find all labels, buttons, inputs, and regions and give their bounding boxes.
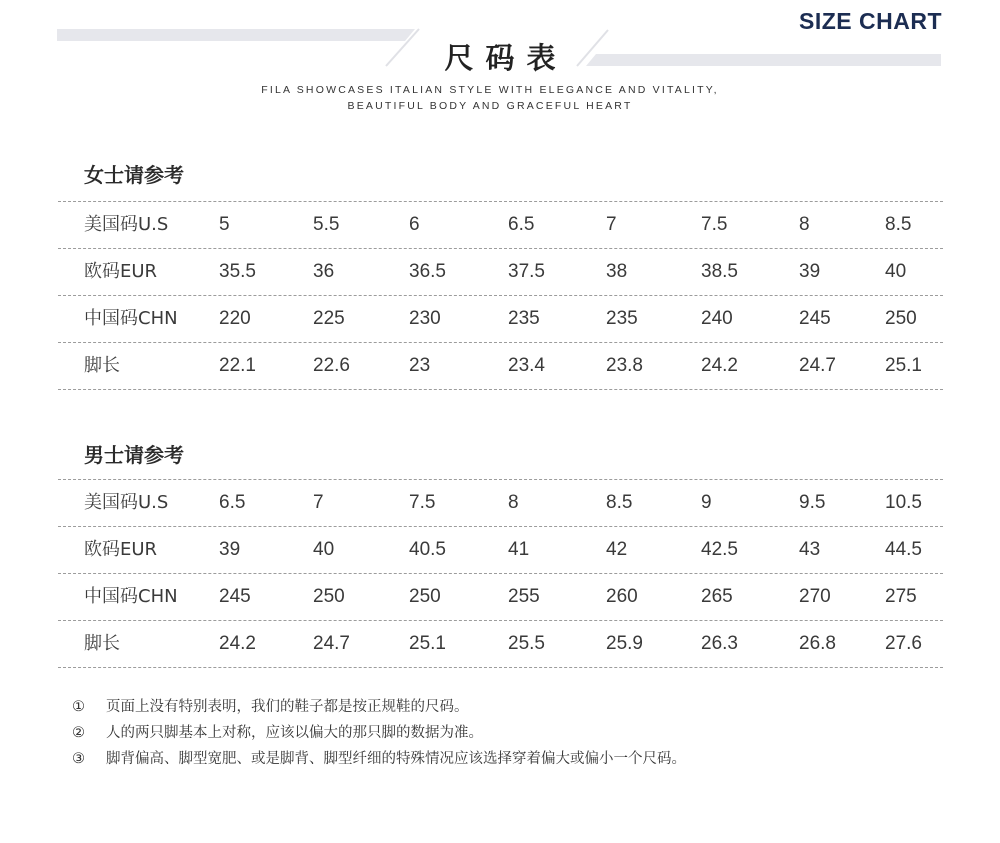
table-cell: 24.2 <box>219 633 256 654</box>
table-cell: 25.5 <box>508 633 545 654</box>
notes-list <box>72 694 686 772</box>
table-cell: 38 <box>606 261 628 282</box>
page-title: 尺码表 <box>444 41 568 75</box>
table-cell: 255 <box>508 586 540 607</box>
table-cell: 22.1 <box>219 355 256 376</box>
women-size-table <box>58 201 943 390</box>
tagline-line-1: FILA SHOWCASES ITALIAN STYLE WITH ELEGANCE AND VITALITY, <box>261 84 719 96</box>
table-cell: 25.1 <box>409 633 446 654</box>
table-cell: 35.5 <box>219 261 256 282</box>
table-cell: 8.5 <box>606 492 633 513</box>
table-cell: 245 <box>799 308 831 329</box>
table-cell: 8 <box>799 214 810 235</box>
note-number: ① <box>72 699 85 715</box>
row-label: 中国码CHN <box>84 308 178 329</box>
table-cell: 40 <box>885 261 907 282</box>
table-cell: 26.3 <box>701 633 738 654</box>
table-cell: 7 <box>606 214 617 235</box>
table-cell: 275 <box>885 586 917 607</box>
table-cell: 42.5 <box>701 539 738 560</box>
table-cell: 6.5 <box>219 492 246 513</box>
table-cell: 225 <box>313 308 345 329</box>
brand-title: SIZE CHART <box>799 8 942 34</box>
table-cell: 245 <box>219 586 251 607</box>
table-cell: 9 <box>701 492 712 513</box>
row-label: 欧码EUR <box>84 261 158 282</box>
table-cell: 23 <box>409 355 431 376</box>
row-label: 脚长 <box>84 355 120 376</box>
men-section-title: 男士请参考 <box>84 443 184 467</box>
table-cell: 6.5 <box>508 214 535 235</box>
table-row <box>58 343 943 390</box>
table-cell: 25.1 <box>885 355 922 376</box>
row-label: 脚长 <box>84 633 120 654</box>
note-item <box>72 720 686 746</box>
table-cell: 40.5 <box>409 539 446 560</box>
table-cell: 7.5 <box>701 214 728 235</box>
table-cell: 235 <box>606 308 638 329</box>
note-number: ③ <box>72 751 85 767</box>
table-cell: 250 <box>313 586 345 607</box>
tagline-line-2: BEAUTIFUL BODY AND GRACEFUL HEART <box>347 100 633 112</box>
note-item <box>72 746 686 772</box>
table-cell: 43 <box>799 539 821 560</box>
table-row <box>58 249 943 296</box>
table-cell: 36 <box>313 261 335 282</box>
table-cell: 8 <box>508 492 519 513</box>
table-cell: 36.5 <box>409 261 446 282</box>
table-row <box>58 480 943 527</box>
table-cell: 39 <box>219 539 241 560</box>
table-cell: 23.8 <box>606 355 643 376</box>
table-cell: 220 <box>219 308 251 329</box>
table-cell: 27.6 <box>885 633 922 654</box>
table-cell: 39 <box>799 261 821 282</box>
table-cell: 38.5 <box>701 261 738 282</box>
table-cell: 40 <box>313 539 335 560</box>
table-cell: 10.5 <box>885 492 922 513</box>
table-cell: 230 <box>409 308 441 329</box>
table-cell: 7.5 <box>409 492 436 513</box>
table-cell: 44.5 <box>885 539 922 560</box>
note-text: 页面上没有特别表明，我们的鞋子都是按正规鞋的尺码。 <box>106 699 469 715</box>
table-cell: 5 <box>219 214 230 235</box>
table-cell: 9.5 <box>799 492 826 513</box>
table-cell: 250 <box>885 308 917 329</box>
note-number: ② <box>72 725 85 741</box>
note-item <box>72 694 686 720</box>
table-cell: 41 <box>508 539 530 560</box>
table-cell: 37.5 <box>508 261 545 282</box>
table-cell: 42 <box>606 539 628 560</box>
table-cell: 24.7 <box>313 633 350 654</box>
row-label: 欧码EUR <box>84 539 158 560</box>
women-section-title: 女士请参考 <box>84 163 184 187</box>
table-cell: 23.4 <box>508 355 545 376</box>
table-row <box>58 202 943 249</box>
table-cell: 5.5 <box>313 214 340 235</box>
table-cell: 24.7 <box>799 355 836 376</box>
table-cell: 270 <box>799 586 831 607</box>
table-cell: 235 <box>508 308 540 329</box>
men-size-table <box>58 479 943 668</box>
note-text: 人的两只脚基本上对称，应该以偏大的那只脚的数据为准。 <box>106 725 483 741</box>
table-row <box>58 574 943 621</box>
row-label: 美国码U.S <box>84 492 169 513</box>
table-cell: 24.2 <box>701 355 738 376</box>
table-cell: 22.6 <box>313 355 350 376</box>
table-cell: 7 <box>313 492 324 513</box>
table-row <box>58 621 943 668</box>
row-label: 美国码U.S <box>84 214 169 235</box>
table-cell: 8.5 <box>885 214 912 235</box>
row-label: 中国码CHN <box>84 586 178 607</box>
table-cell: 260 <box>606 586 638 607</box>
note-text: 脚背偏高、脚型宽肥、或是脚背、脚型纤细的特殊情况应该选择穿着偏大或偏小一个尺码。 <box>106 751 686 767</box>
table-cell: 250 <box>409 586 441 607</box>
table-cell: 26.8 <box>799 633 836 654</box>
table-row <box>58 527 943 574</box>
table-cell: 240 <box>701 308 733 329</box>
table-cell: 6 <box>409 214 420 235</box>
table-cell: 265 <box>701 586 733 607</box>
table-row <box>58 296 943 343</box>
table-cell: 25.9 <box>606 633 643 654</box>
